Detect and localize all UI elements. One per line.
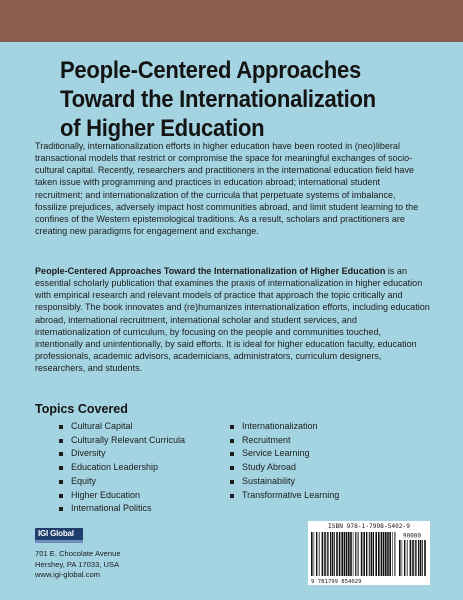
barcode-bar (422, 540, 423, 576)
barcode-bar (418, 540, 419, 576)
barcode-bar (424, 540, 426, 576)
isbn-barcode (308, 521, 430, 585)
barcode-bar (318, 532, 319, 576)
barcode-bar (346, 532, 348, 576)
topic-item: Diversity (59, 447, 185, 461)
barcode-bar (353, 532, 354, 576)
barcode-bar (404, 540, 405, 576)
topic-item: Equity (59, 475, 185, 489)
barcode-bar (394, 532, 395, 576)
barcode-bar (369, 532, 370, 576)
barcode-bar (392, 532, 393, 576)
topic-item: Recruitment (230, 434, 339, 448)
topic-item: International Politics (59, 502, 185, 516)
barcode-bar (328, 532, 329, 576)
barcode-bar (330, 532, 331, 576)
barcode-bar (383, 532, 385, 576)
description-paragraph-2 (35, 265, 430, 374)
topic-item: Internationalization (230, 420, 339, 434)
barcode-bar (324, 532, 326, 576)
barcode-bar (415, 540, 416, 576)
barcode-bar (363, 532, 365, 576)
address-line: Hershey, PA 17033, USA (35, 559, 120, 569)
barcode-bar (406, 540, 407, 576)
barcode-bar (322, 532, 324, 576)
barcode-bar (416, 540, 417, 576)
barcode-bar (389, 532, 391, 576)
barcode-bar (420, 540, 422, 576)
barcode-bar (407, 540, 408, 576)
barcode-bar (361, 532, 363, 576)
barcode-bar (332, 532, 334, 576)
barcode-bar (373, 532, 374, 576)
book-title-inline: People-Centered Approaches Toward the Internationalization of Higher Education (35, 266, 386, 276)
topic-item: Education Leadership (59, 461, 185, 475)
barcode-bar (350, 532, 352, 576)
topics-list-left (59, 420, 185, 516)
barcode-bar (368, 532, 369, 576)
barcode-bar (319, 532, 320, 576)
barcode-bars-addon (399, 540, 426, 576)
price-code: 90000 (402, 532, 422, 540)
logo-stripe (35, 540, 83, 543)
description-paragraph-1: Traditionally, internationalization efforts in higher education have been rooted in (neo)liberal transactional models that restrict or compromise the space for meaningful exchanges of socio-cultural capital. Recently, researchers and practitioners in the international education field have taken issue with programming and practices in education abroad; international student recruitment; and internationalization of the curricula that perpetuate systems of imbalance, fossilize prejudices, adversely impact host communities abroad, and limit student learning to the confines of the Western epistemological traditions. As a result, scholars and practitioners are creating new paradigms for engagement and exchange. (35, 141, 419, 237)
barcode-bars-main (311, 532, 395, 576)
website-link[interactable]: www.igi-global.com (35, 570, 100, 579)
barcode-bar (327, 532, 328, 576)
description-paragraph-2-text: is an essential scholarly publication that examines the praxis of internationalization in higher education with empirical research and relevant models of practice that approach the topic critically and responsibly. The book innovates and (re)humanizes internationalization efforts, including education abroad, international recruitment, international scholar and student services, and internationalization of curriculum, by focusing on the people and communities touched, intentionally and unintentionally, by said efforts. It is ideal for higher education faculty, education professionals, academic advisors, academicians, administrators, curriculum designers, researchers, and students. (35, 266, 430, 374)
topics-heading: Topics Covered (35, 402, 128, 416)
barcode-bar (385, 532, 387, 576)
barcode-bar (336, 532, 338, 576)
barcode-bar (334, 532, 335, 576)
barcode-bar (378, 532, 380, 576)
topic-item: Culturally Relevant Curricula (59, 434, 185, 448)
barcode-bar (375, 532, 377, 576)
isbn-label: ISBN 978-1-7998-5402-9 (328, 523, 410, 530)
barcode-bar (399, 540, 401, 576)
barcode-bar (381, 532, 383, 576)
logo-text: IGI Global (38, 529, 74, 538)
topic-item: Study Abroad (230, 461, 339, 475)
barcode-bar (358, 532, 359, 576)
barcode-bar (355, 532, 356, 576)
barcode-bar (371, 532, 373, 576)
topic-item: Service Learning (230, 447, 339, 461)
topic-item: Cultural Capital (59, 420, 185, 434)
publisher-address (35, 549, 121, 581)
topic-item: Sustainability (230, 475, 339, 489)
barcode-bar (387, 532, 389, 576)
book-title: People-Centered Approaches Toward the Internationalization of Higher Education (60, 57, 376, 142)
barcode-bar (339, 532, 341, 576)
barcode-bar (344, 532, 346, 576)
barcode-bar (314, 532, 315, 576)
topic-item: Transformative Learning (230, 489, 339, 503)
topics-list-right (230, 420, 339, 502)
topic-item: Higher Education (59, 489, 185, 503)
barcode-bar (402, 540, 403, 576)
igi-global-logo (35, 528, 83, 543)
barcode-bar (410, 540, 412, 576)
barcode-bar (341, 532, 343, 576)
barcode-digits: 9 781799 854029 (311, 579, 362, 585)
barcode-bar (366, 532, 367, 576)
barcode-bar (412, 540, 414, 576)
barcode-bar (311, 532, 313, 576)
top-color-band (0, 0, 463, 42)
address-line: 701 E. Chocolate Avenue (35, 549, 121, 558)
barcode-graphic (308, 521, 430, 585)
barcode-bar (357, 532, 358, 576)
barcode-bar (316, 532, 317, 576)
barcode-bar (348, 532, 350, 576)
